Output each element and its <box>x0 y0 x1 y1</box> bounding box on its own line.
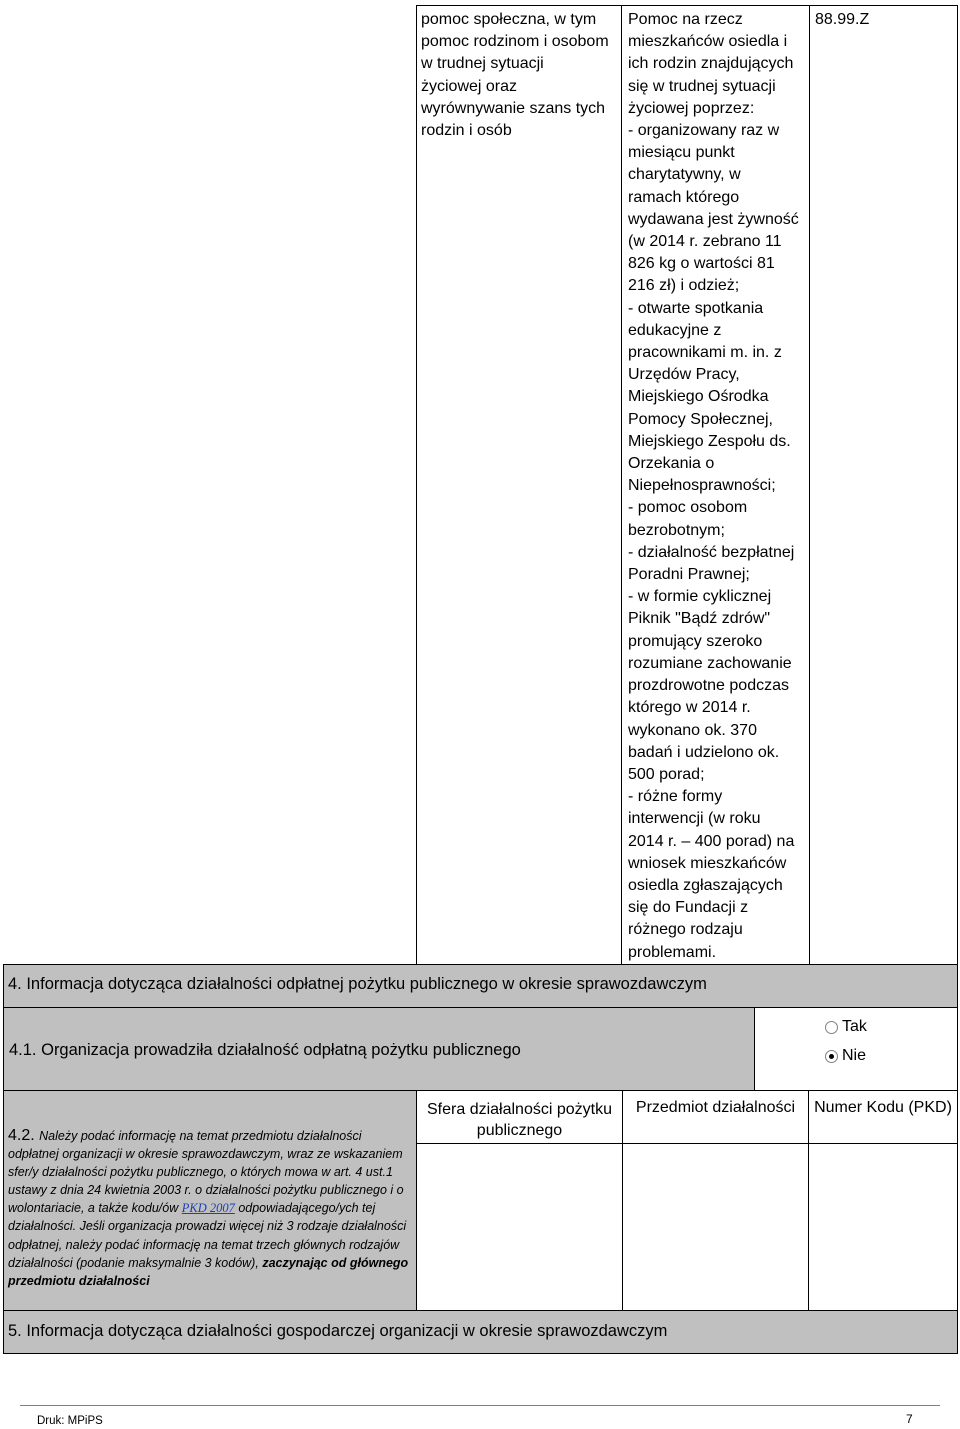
przedmiot-line: wykonano ok. 370 <box>628 721 757 739</box>
sfera-line: życiowej oraz <box>421 77 518 95</box>
przedmiot-line: się do Fundacji z <box>628 899 749 917</box>
przedmiot-line: ramach którego <box>628 188 740 206</box>
pkd-2007-link[interactable]: PKD 2007 <box>181 1201 235 1216</box>
col-header-sfera-label: Sfera działalności pożytku publicznego <box>427 1101 612 1139</box>
przedmiot-line: Poradni Prawnej; <box>628 566 750 584</box>
przedmiot-line: prozdrowotne podczas <box>628 677 789 695</box>
przedmiot-line: miesiącu punkt <box>628 144 735 162</box>
przedmiot-line: Urzędów Pracy, <box>628 366 740 384</box>
input-kod[interactable] <box>808 1143 958 1311</box>
question-4-1 <box>3 1007 755 1091</box>
przedmiot-line: osiedla zgłaszających <box>628 876 783 894</box>
przedmiot-line: - organizowany raz w <box>628 122 780 140</box>
question-4-2-number: 4.2. <box>8 1127 35 1144</box>
przedmiot-line: edukacyjne z <box>628 321 722 339</box>
przedmiot-line: Pomoc na rzecz <box>628 11 743 28</box>
przedmiot-line: którego w 2014 r. <box>628 699 751 717</box>
przedmiot-line: wniosek mieszkańców <box>628 854 787 872</box>
przedmiot-line: (w 2014 r. zebrano 11 <box>628 233 782 251</box>
radio-tak-label: Tak <box>842 1018 867 1035</box>
przedmiot-line: Miejskiego Ośrodka <box>628 388 769 406</box>
col-header-przedmiot <box>622 1090 809 1144</box>
przedmiot-line: bezrobotnym; <box>628 521 725 539</box>
sfera-line: rodzin i osób <box>421 122 512 140</box>
przedmiot-line: badań i udzielono ok. <box>628 743 780 761</box>
przedmiot-line: mieszkańców osiedla i <box>628 33 788 51</box>
col-header-kod-label: Numer Kodu (PKD) <box>814 1099 952 1116</box>
przedmiot-line: - otwarte spotkania <box>628 299 764 317</box>
footer-divider <box>20 1405 940 1406</box>
przedmiot-line: charytatywny, w <box>628 166 741 184</box>
col-header-przedmiot-label: Przedmiot działalności <box>635 1099 796 1116</box>
col-header-sfera <box>416 1090 623 1144</box>
przedmiot-line: Miejskiego Zespołu ds. <box>628 432 791 450</box>
przedmiot-line: promujący szeroko <box>628 632 763 650</box>
input-przedmiot[interactable] <box>622 1143 809 1311</box>
pkd-code-cell <box>809 5 958 965</box>
przedmiot-line: 2014 r. – 400 porad) na <box>628 832 795 850</box>
footer-druk: Druk: MPiPS <box>37 1415 103 1427</box>
przedmiot-line: - działalność bezpłatnej <box>628 543 795 561</box>
col-header-kod <box>808 1090 958 1144</box>
przedmiot-line: pracownikami m. in. z <box>628 344 782 362</box>
przedmiot-line: Niepełnosprawności; <box>628 477 776 495</box>
question-4-1-label: 4.1. Organizacja prowadziła działalność odpłatną pożytku publicznego <box>9 1041 521 1059</box>
section-4-title: 4. Informacja dotycząca działalności odpłatnej pożytku publicznego w okresie sprawozdawczym <box>8 975 707 993</box>
przedmiot-line: się w trudnej sytuacji <box>628 77 776 95</box>
radio-tak[interactable] <box>825 1018 867 1036</box>
przedmiot-line: rozumiane zachowanie <box>628 654 792 672</box>
sfera-line: pomoc rodzinom i osobom <box>421 33 609 51</box>
przedmiot-line: Pomocy Społecznej, <box>628 410 773 428</box>
przedmiot-line: Piknik "Bądź zdrów" <box>628 610 771 628</box>
question-4-2-text-bold: zaczynając od głównego przedmiotu działalności <box>8 1255 409 1288</box>
przedmiot-line: 826 kg o wartości 81 <box>628 255 775 273</box>
przedmiot-line: wydawana jest żywność <box>628 210 799 228</box>
przedmiot-line: problemami. <box>628 943 717 961</box>
section-4-header <box>3 964 958 1008</box>
page-number: 7 <box>906 1412 913 1426</box>
radio-group-4-1 <box>754 1007 958 1091</box>
sfera-cell <box>416 5 622 965</box>
przedmiot-line: interwencji (w roku <box>628 810 761 828</box>
section-5-header <box>3 1310 958 1354</box>
przedmiot-line: - pomoc osobom <box>628 499 748 517</box>
question-4-2-text-2: odpowiadającego/ych tej działalności. Jeśli organizacja prowadzi więcej niż 3 rodzaje działalności odpłatnej, należy podać informację na temat trzech głównych rodzajów działalności (podanie maksymalnie 3 kodów), <box>8 1201 407 1270</box>
question-4-2-text-1: Należy podać informację na temat przedmiotu działalności odpłatnej organizacji w okresie sprawozdawczym, wraz ze wskazaniem sfer/y działalności pożytku publicznego, o których mowa w art. 4 ust.1 ustawy z dnia 24 kwietnia 2003 r. o działalności pożytku publicznego i o wolontariacie, a także kodu/ów <box>8 1129 404 1216</box>
radio-nie[interactable] <box>825 1047 866 1065</box>
przedmiot-line: 500 porad; <box>628 765 705 783</box>
przedmiot-line: Orzekania o <box>628 455 715 473</box>
sfera-line: w trudnej sytuacji <box>421 55 544 73</box>
radio-tak-circle[interactable] <box>825 1021 838 1034</box>
input-sfera[interactable] <box>416 1143 623 1311</box>
sfera-line: pomoc społeczna, w tym <box>421 11 597 28</box>
przedmiot-line: 216 zł) i odzież; <box>628 277 740 295</box>
przedmiot-line: życiowej poprzez: <box>628 99 755 117</box>
przedmiot-line: różnego rodzaju <box>628 921 743 939</box>
sfera-text <box>421 9 621 142</box>
pkd-code: 88.99.Z <box>815 11 870 28</box>
sfera-line: wyrównywanie szans tych <box>421 99 606 117</box>
radio-nie-label: Nie <box>842 1047 867 1064</box>
przedmiot-line: - różne formy <box>628 788 723 806</box>
radio-nie-circle[interactable] <box>825 1050 838 1063</box>
przedmiot-line: - w formie cyklicznej <box>628 588 772 606</box>
przedmiot-cell <box>621 5 810 965</box>
przedmiot-text <box>628 9 809 964</box>
question-4-2 <box>3 1090 417 1311</box>
przedmiot-line: ich rodzin znajdujących <box>628 55 794 73</box>
section-5-title: 5. Informacja dotycząca działalności gospodarczej organizacji w okresie sprawozdawczym <box>8 1322 668 1340</box>
